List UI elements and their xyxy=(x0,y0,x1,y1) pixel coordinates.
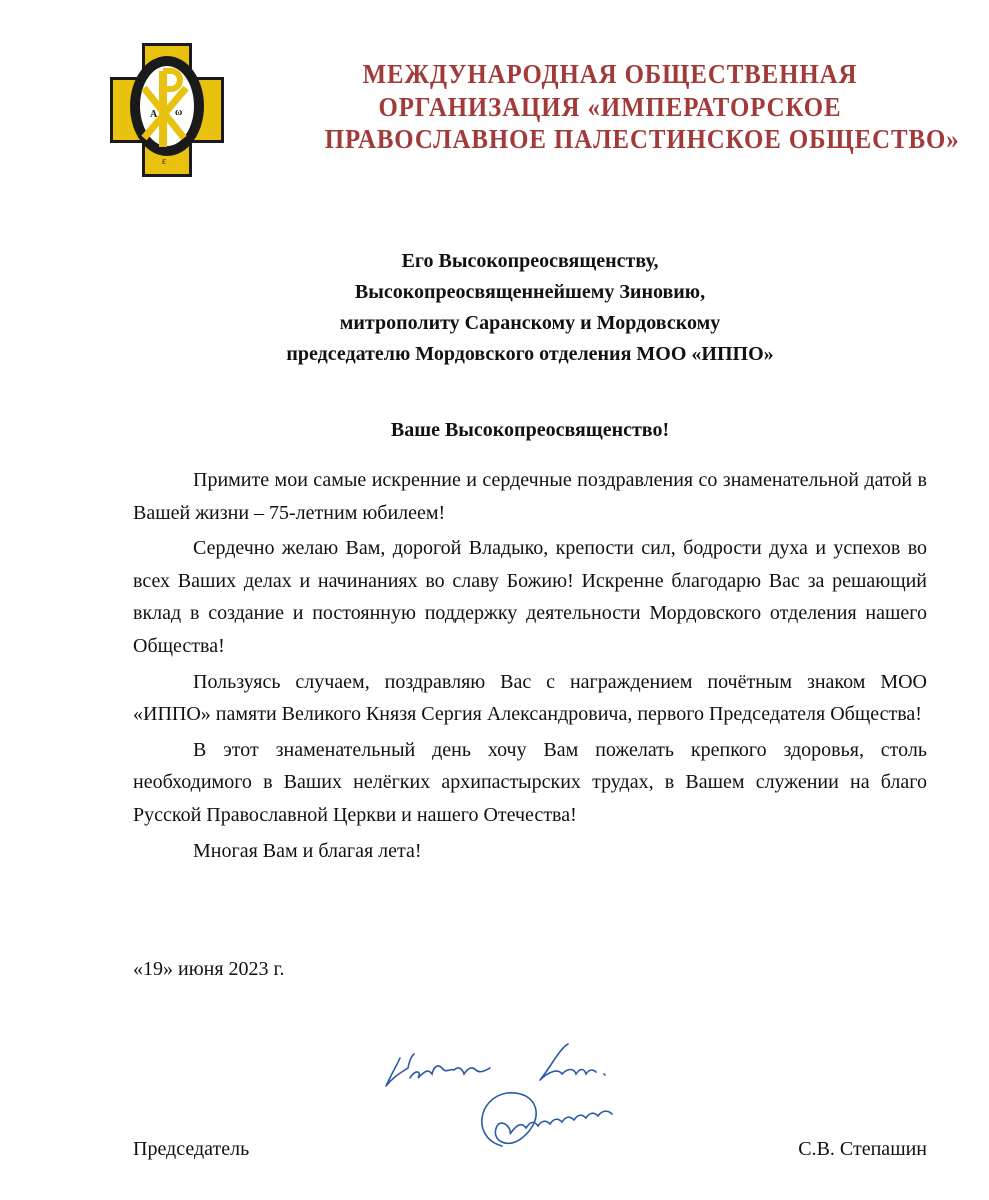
addressee-line: митрополиту Саранскому и Мордовскому xyxy=(339,312,721,334)
addressee-line: председателю Мордовского отделения МОО «ИППО» xyxy=(286,343,774,365)
letter-date: «19» июня 2023 г. xyxy=(133,958,285,980)
salutation: Ваше Высокопреосвященство! xyxy=(390,419,670,441)
signatory-role: Председатель xyxy=(133,1138,250,1160)
organization-name xyxy=(300,58,960,156)
org-logo-cross-icon xyxy=(110,43,224,177)
svg-text:ω: ω xyxy=(175,107,183,118)
paragraph: В этот знаменательный день хочу Вам пожелать крепкого здоровья, столь необходимого в Ваших нелёгких архипастырских трудах, в Вашем служении на благо Русской Православной Церкви и нашего Отечества! xyxy=(133,738,927,826)
org-line: МЕЖДУНАРОДНАЯ ОБЩЕСТВЕННАЯ xyxy=(362,59,858,89)
paragraph: Пользуясь случаем, поздравляю Вас с награждением почётным знаком МОО «ИППО» памяти Великого Князя Сергия Александровича, первого Председателя Общества! xyxy=(133,670,927,726)
org-line: ОРГАНИЗАЦИЯ «ИМПЕРАТОРСКОЕ xyxy=(378,91,842,122)
addressee-line: Высокопреосвященнейшему Зиновию, xyxy=(354,281,706,303)
paragraph: Сердечно желаю Вам, дорогой Владыко, крепости сил, бодрости духа и успехов во всех Ваших делах и начинаниях во славу Божию! Искренне благодарю Вас за решающий вклад в создание и постоянную поддержку деятельности Мордовского отделения нашего Общества! xyxy=(133,537,927,657)
org-line: ПРАВОСЛАВНОЕ ПАЛЕСТИНСКОЕ ОБЩЕСТВО» xyxy=(324,124,960,154)
paragraph: Примите мои самые искренние и сердечные поздравления со знаменательной датой в Вашей жизни – 75-летним юбилеем! xyxy=(133,469,927,524)
svg-text:А: А xyxy=(150,109,158,120)
paragraph: Многая Вам и благая лета! xyxy=(193,839,422,862)
signatory-name: С.В. Степашин xyxy=(798,1138,927,1160)
addressee-block xyxy=(133,246,927,370)
letter-body xyxy=(133,464,927,870)
handwritten-signature xyxy=(372,1028,642,1168)
addressee-line: Его Высокопреосвященству, xyxy=(401,250,659,272)
svg-text:ε: ε xyxy=(162,156,167,167)
